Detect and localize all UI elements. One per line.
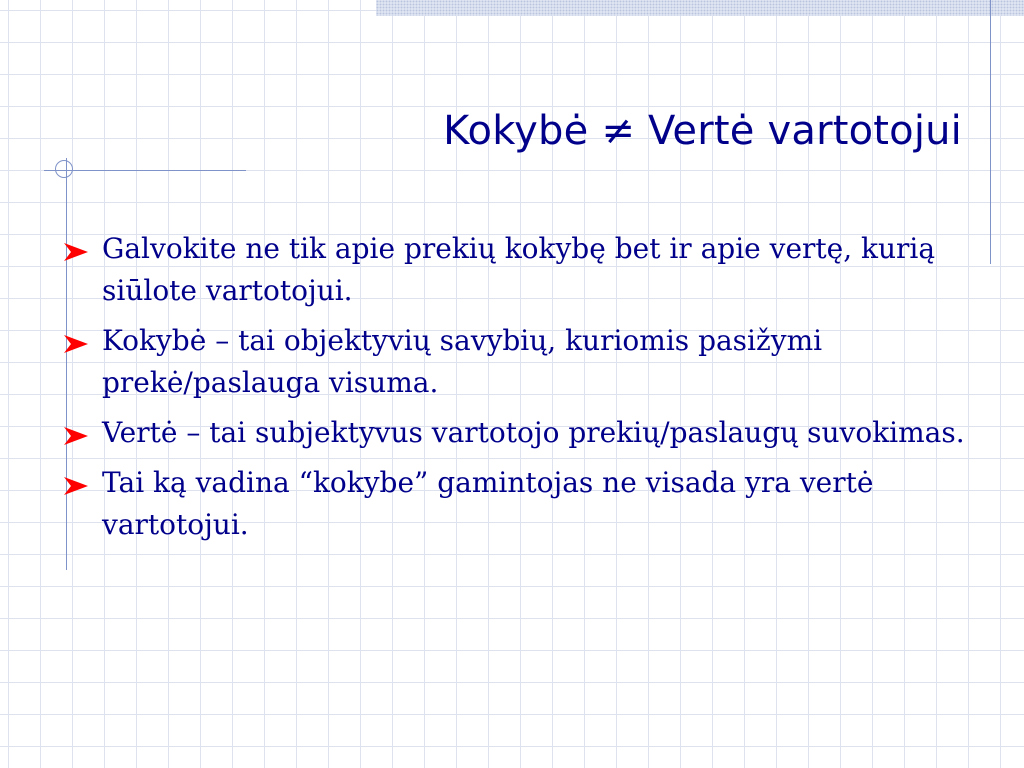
bullet-text: Vertė – tai subjektyvus vartotojo prekių/paslaugų suvokimas. [102, 416, 965, 449]
bullet-text: Tai ką vadina “kokybe” gamintojas ne visada yra vertė vartotojui. [102, 466, 874, 541]
arrow-bullet-icon [62, 332, 92, 356]
bullet-item [62, 228, 982, 312]
arrow-bullet-icon [62, 474, 92, 498]
slide-title: Kokybė ≠ Vertė vartotojui [443, 108, 962, 154]
right-vertical-rule [990, 0, 991, 264]
arrow-bullet-icon [62, 240, 92, 264]
bullet-list [62, 228, 982, 554]
circle-decoration-icon [55, 160, 73, 178]
bullet-item [62, 462, 982, 546]
top-decorative-bar [376, 0, 1024, 16]
bullet-item [62, 412, 982, 454]
horizontal-rule [44, 170, 246, 171]
arrow-bullet-icon [62, 424, 92, 448]
bullet-text: Galvokite ne tik apie prekių kokybę bet ir apie vertę, kurią siūlote vartotojui. [102, 232, 936, 307]
bullet-item [62, 320, 982, 404]
bullet-text: Kokybė – tai objektyvių savybių, kuriomis pasižymi prekė/paslauga visuma. [102, 324, 823, 399]
